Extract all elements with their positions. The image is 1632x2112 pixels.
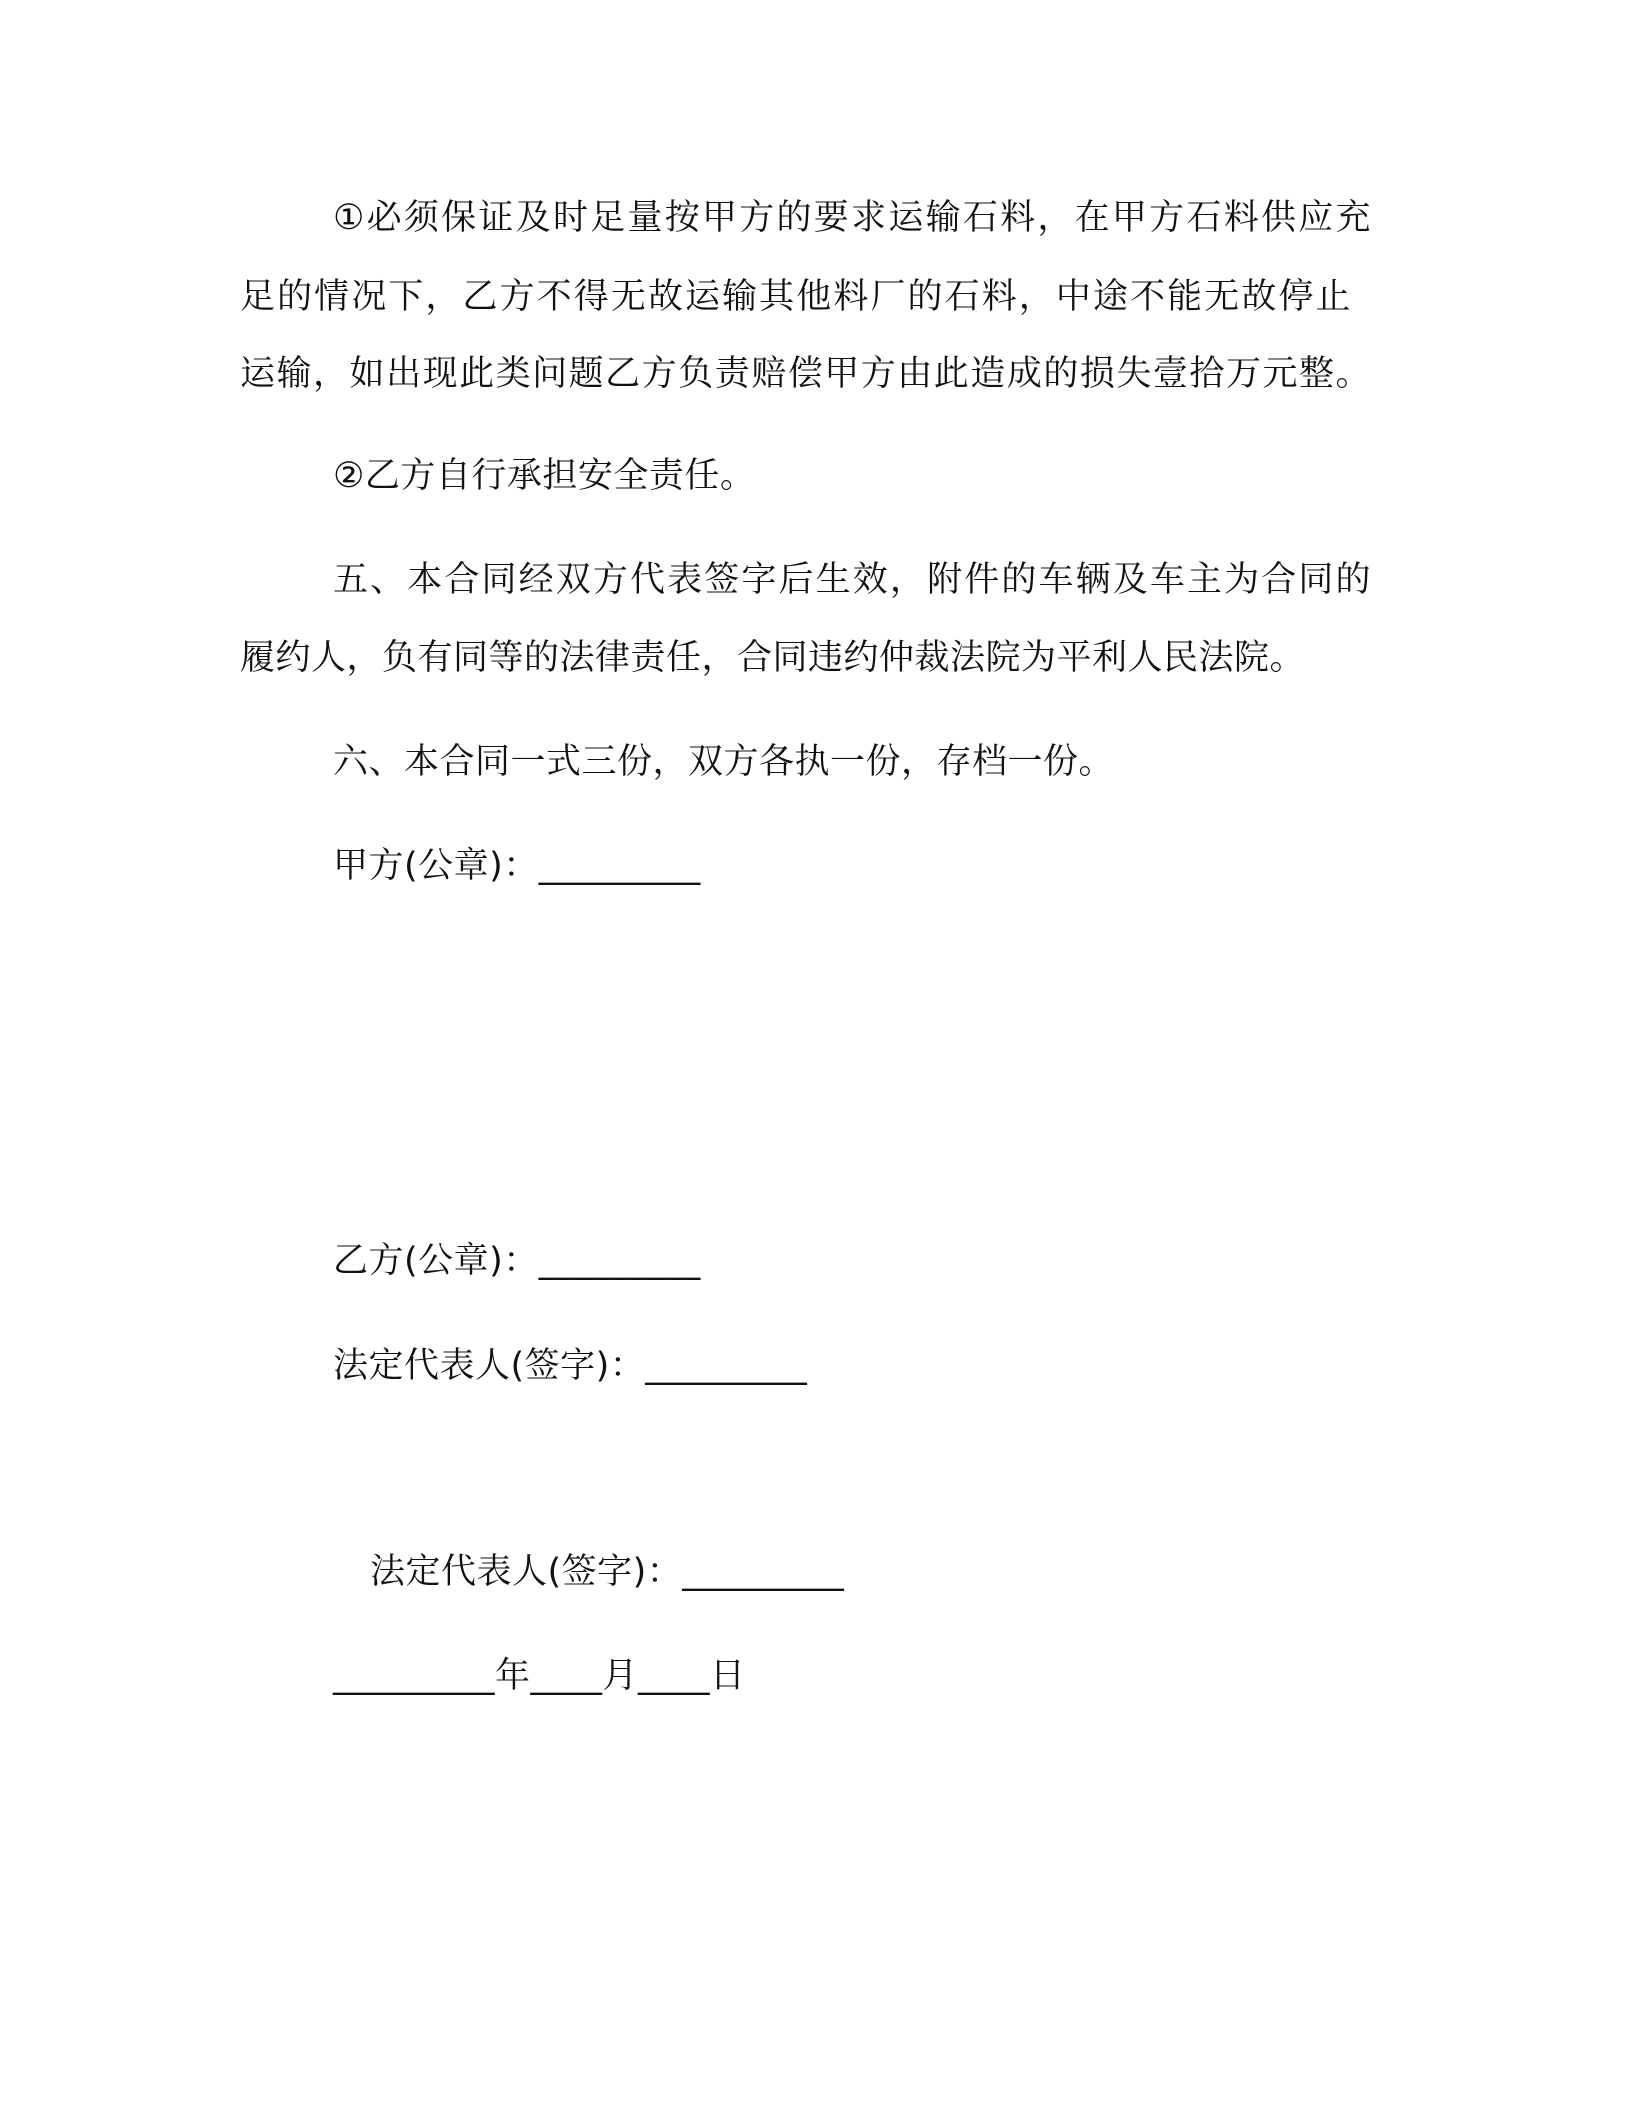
clause-1-line-3: 运输，如出现此类问题乙方负责赔偿甲方由此造成的损失壹拾万元整。 bbox=[240, 354, 1371, 394]
section-6: 六、本合同一式三份，双方各执一份，存档一份。 bbox=[333, 742, 1115, 782]
legal-rep-signature-line-1: 法定代表人(签字)：_________ bbox=[333, 1346, 808, 1386]
party-b-seal-line: 乙方(公章)：_________ bbox=[333, 1241, 701, 1281]
party-a-seal-line: 甲方(公章)：_________ bbox=[333, 846, 701, 886]
section-5-line-2: 履约人，负有同等的法律责任，合同违约仲裁法院为平利人民法院。 bbox=[240, 638, 1306, 678]
date-line: _________年____月____日 bbox=[333, 1656, 746, 1696]
clause-2: ②乙方自行承担安全责任。 bbox=[333, 456, 756, 496]
clause-1-line-2: 足的情况下，乙方不得无故运输其他料厂的石料，中途不能无故停止 bbox=[240, 277, 1351, 317]
clause-1-line-1: ①必须保证及时足量按甲方的要求运输石料，在甲方石料供应充 bbox=[333, 198, 1371, 238]
section-5-line-1: 五、本合同经双方代表签字后生效，附件的车辆及车主为合同的 bbox=[333, 560, 1371, 600]
legal-rep-signature-line-2: 法定代表人(签字)：_________ bbox=[370, 1552, 845, 1592]
